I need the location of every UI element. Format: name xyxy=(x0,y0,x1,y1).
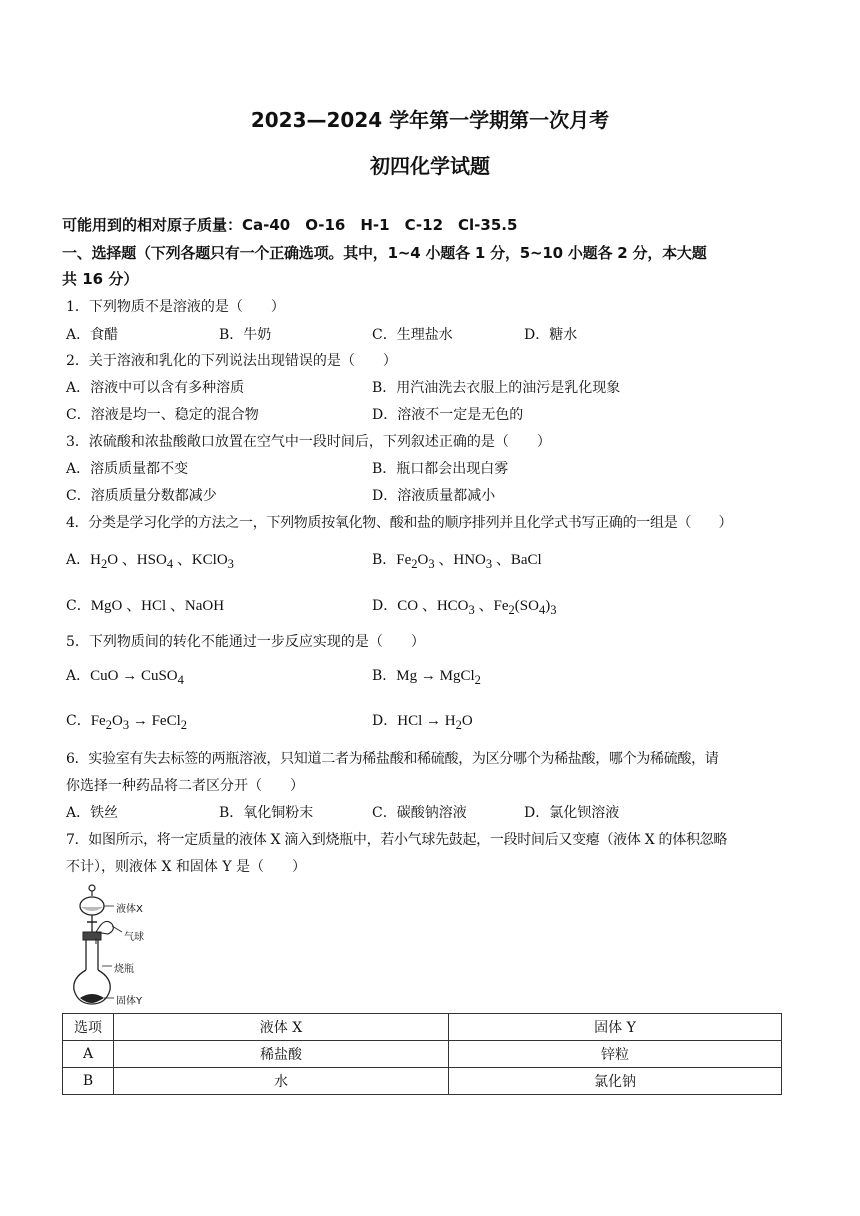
q4-option-b-formula: $Fe_2O_3$ 、$HNO_3$ 、BaCl xyxy=(396,552,542,571)
table-cell: A xyxy=(63,1041,114,1068)
q5-option-a-prefix: A． xyxy=(66,668,91,684)
table-row xyxy=(63,1041,782,1068)
q3-option-c: C．溶质质量分数都减少 xyxy=(66,488,217,504)
q6-stem-line2: 你选择一种药品将二者区分开（ ） xyxy=(66,778,304,794)
q4-option-d-prefix: D． xyxy=(372,598,398,614)
label-balloon: 气球 xyxy=(124,932,144,943)
table-header-cell: 选项 xyxy=(63,1014,114,1041)
q2-option-c: C．溶液是均一、稳定的混合物 xyxy=(66,407,259,423)
table-header-cell: 固体 Y xyxy=(449,1014,782,1041)
apparatus-figure xyxy=(66,882,176,1008)
table-header-row xyxy=(63,1014,782,1041)
table-cell: 稀盐酸 xyxy=(114,1041,449,1068)
table-row xyxy=(63,1068,782,1095)
q2-stem: 2．关于溶液和乳化的下列说法出现错误的是（ ） xyxy=(66,353,397,369)
q2-option-b: B．用汽油洗去衣服上的油污是乳化现象 xyxy=(372,380,621,396)
q1-option-a: A．食醋 xyxy=(66,327,119,343)
q5-option-c-formula: $Fe_2O_3$ → FeCl$_2$ xyxy=(90,713,187,732)
table-header-cell: 液体 X xyxy=(114,1014,449,1041)
q4-option-b xyxy=(372,548,542,572)
q4-option-c xyxy=(66,594,224,615)
q5-option-d-formula: HCl → $H_2O$ xyxy=(397,713,473,732)
q1-stem: 1．下列物质不是溶液的是（ ） xyxy=(66,299,285,315)
q4-option-d xyxy=(372,594,556,618)
q4-option-a xyxy=(66,548,234,572)
label-solid-y: 固体Y xyxy=(116,996,143,1007)
q3-stem: 3．浓硫酸和浓盐酸敞口放置在空气中一段时间后，下列叙述正确的是（ ） xyxy=(66,434,551,450)
q7-stem-line2: 不计），则液体 X 和固体 Y 是（ ） xyxy=(66,859,307,875)
q3-option-d: D．溶液质量都减小 xyxy=(372,488,496,504)
q5-option-d xyxy=(372,710,473,733)
label-liquid-x: 液体X xyxy=(116,904,143,915)
table-cell: 锌粒 xyxy=(449,1041,782,1068)
table-cell: 氯化钠 xyxy=(449,1068,782,1095)
atomic-mass-line: 可能用到的相对原子质量：Ca-40 O-16 H-1 C-12 Cl-35.5 xyxy=(62,216,518,234)
table-cell: B xyxy=(63,1068,114,1095)
q4-option-d-formula: CO 、$HCO_3$ 、$Fe_2(SO_4)_3$ xyxy=(397,598,557,617)
q2-option-d: D．溶液不一定是无色的 xyxy=(372,407,524,423)
q5-option-b-formula: Mg → MgCl$_2$ xyxy=(396,668,481,687)
label-flask: 烧瓶 xyxy=(114,964,134,975)
q4-stem: 4．分类是学习化学的方法之一，下列物质按氧化物、酸和盐的顺序排列并且化学式书写正确的一组是（ ） xyxy=(66,515,733,531)
q1-option-d: D．糖水 xyxy=(524,327,578,343)
exam-subtitle: 初四化学试题 xyxy=(370,154,490,178)
exam-title: 2023—2024 学年第一学期第一次月考 xyxy=(250,108,610,132)
q5-stem: 5．下列物质间的转化不能通过一步反应实现的是（ ） xyxy=(66,634,425,650)
q3-option-a: A．溶质质量都不变 xyxy=(66,461,189,477)
q5-option-b xyxy=(372,665,481,688)
q4-option-a-formula: $H_2O$ 、$HSO_4$ 、KClO$_3$ xyxy=(90,552,234,571)
q2-option-a: A．溶液中可以含有多种溶质 xyxy=(66,380,245,396)
q5-option-c-prefix: C． xyxy=(66,713,91,729)
q4-option-b-prefix: B． xyxy=(372,552,397,568)
q4-option-a-prefix: A． xyxy=(66,552,91,568)
q6-option-a: A．铁丝 xyxy=(66,805,119,821)
q5-option-b-prefix: B． xyxy=(372,668,397,684)
q6-option-d: D．氯化钡溶液 xyxy=(524,805,620,821)
q5-option-d-prefix: D． xyxy=(372,713,398,729)
options-table xyxy=(62,1013,782,1095)
q1-option-b: B．牛奶 xyxy=(219,327,272,343)
q3-option-b: B．瓶口都会出现白雾 xyxy=(372,461,509,477)
q6-option-c: C．碳酸钠溶液 xyxy=(372,805,467,821)
q4-option-c-prefix: C． xyxy=(66,598,91,614)
q5-option-a-formula: CuO → CuSO$_4$ xyxy=(90,668,184,687)
q7-stem-line1: 7．如图所示，将一定质量的液体 X 滴入到烧瓶中，若小气球先鼓起，一段时间后又变瘪（液体 X 的体积忽略 xyxy=(66,832,728,848)
q6-stem-line1: 6．实验室有失去标签的两瓶溶液，只知道二者为稀盐酸和稀硫酸，为区分哪个为稀盐酸，哪个为稀硫酸，请 xyxy=(66,751,719,767)
q5-option-a xyxy=(66,665,184,688)
q6-option-b: B．氧化铜粉末 xyxy=(219,805,314,821)
section1-heading-line2: 共 16 分） xyxy=(62,270,139,288)
q4-option-c-formula: MgO 、HCl 、NaOH xyxy=(90,598,225,614)
section1-heading-line1: 一、选择题（下列各题只有一个正确选项。其中，1~4 小题各 1 分，5~10 小题各 2 分，本大题 xyxy=(62,244,707,262)
table-cell: 水 xyxy=(114,1068,449,1095)
q1-option-c: C．生理盐水 xyxy=(372,327,453,343)
q5-option-c xyxy=(66,710,187,733)
